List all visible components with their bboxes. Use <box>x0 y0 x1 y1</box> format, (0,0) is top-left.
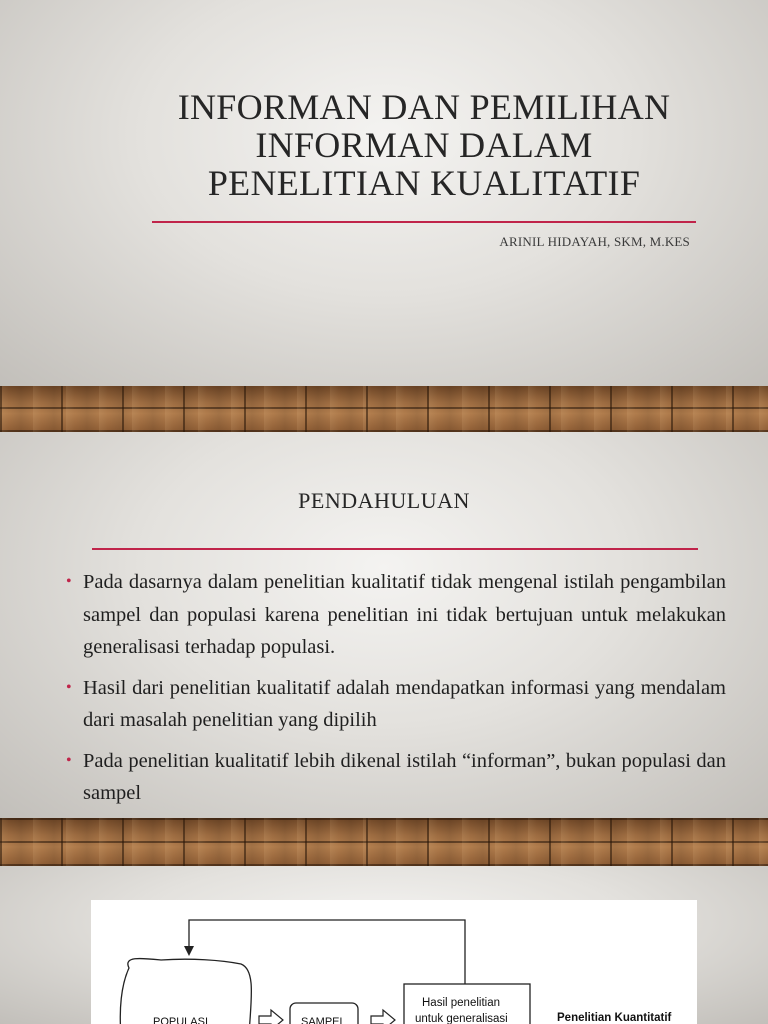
heading-divider <box>92 548 698 550</box>
title-line-3: PENELITIAN KUALITATIF <box>207 163 641 203</box>
author-name: ARINIL HIDAYAH, SKM, M.KES <box>499 234 690 249</box>
title-divider <box>152 221 696 223</box>
side-label: Penelitian Kuantitatif <box>557 1012 672 1024</box>
arrow-sampel-to-hasil <box>371 1010 395 1024</box>
title-line-1: INFORMAN DAN PEMILIHAN <box>177 87 671 127</box>
bullet-icon: • <box>66 573 72 590</box>
feedback-arrowhead <box>184 946 194 956</box>
hasil-label-line-1: Hasil penelitian <box>422 997 500 1009</box>
bullet-text: Pada penelitian kualitatif lebih dikenal istilah “informan”, bukan populasi dan sampel <box>83 749 726 804</box>
sampel-label: SAMPEL <box>301 1016 346 1024</box>
flow-diagram <box>91 900 697 1024</box>
populasi-label: POPULASI <box>153 1016 209 1024</box>
bullet-icon: • <box>66 751 72 769</box>
wood-floor-divider <box>0 386 768 432</box>
slide-title <box>150 88 698 202</box>
slide-heading: PENDAHULUAN <box>298 488 470 513</box>
intro-slide <box>0 432 768 818</box>
diagram-slide <box>0 866 768 1024</box>
arrow-populasi-to-sampel <box>259 1010 283 1024</box>
bullet-item <box>66 672 726 737</box>
bullet-text: Pada dasarnya dalam penelitian kualitatif tidak mengenal istilah pengambilan sampel dan populasi karena penelitian ini tidak bertujuan untuk melakukan generalisasi terhadap populasi. <box>83 571 726 658</box>
diagram-card <box>91 900 697 1024</box>
bullet-icon: • <box>66 678 72 696</box>
bullet-list <box>66 566 726 818</box>
title-slide <box>0 0 768 386</box>
bullet-item <box>66 745 726 810</box>
bullet-item <box>66 566 726 664</box>
hasil-label-line-2: untuk generalisasi <box>415 1013 508 1024</box>
populasi-shape <box>120 958 251 1024</box>
wood-floor-divider <box>0 818 768 866</box>
title-line-2: INFORMAN DALAM <box>255 125 593 165</box>
bullet-text: Hasil dari penelitian kualitatif adalah mendapatkan informasi yang mendalam dari masalah penelitian yang dipilih <box>83 676 726 731</box>
